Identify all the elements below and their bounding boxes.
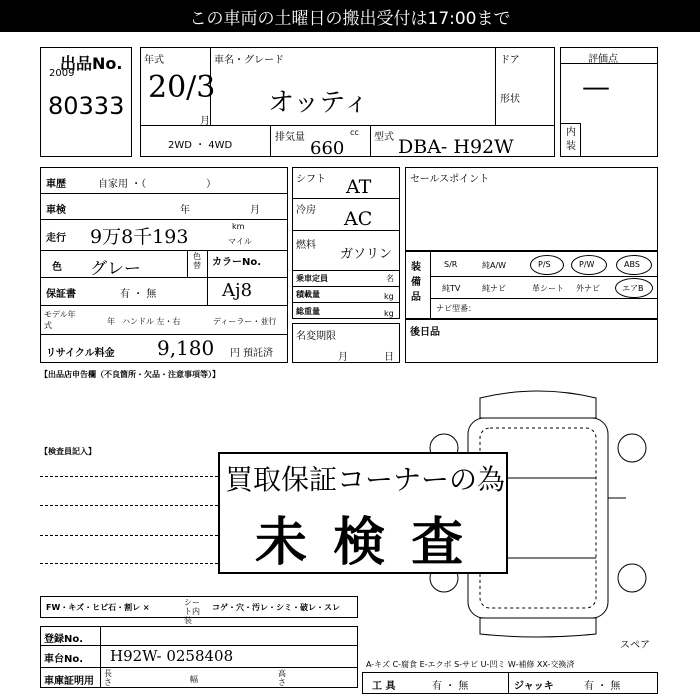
car-name-label: 車名・グレード	[214, 55, 284, 66]
name-change-label: 名変期限	[296, 331, 336, 342]
fw-label: FW・キズ・ヒビ石・割レ ×	[46, 603, 150, 612]
car-name-value: オッティ	[268, 88, 370, 118]
model-value: DBA- H92W	[398, 136, 514, 158]
name-change-month: 月	[338, 352, 348, 363]
inspection-label: 車検	[46, 205, 66, 216]
displacement-value: 660	[310, 138, 345, 159]
fuel-value: ガソリン	[340, 247, 393, 262]
ac-value: AC	[344, 208, 373, 230]
equip-navi: 純ナビ	[482, 284, 506, 293]
capacity-label: 乗車定員	[296, 274, 328, 283]
equipment-label: 装備品	[411, 262, 421, 303]
aftermarket-label: 後日品	[410, 327, 440, 338]
lot-year: 2009	[49, 68, 75, 79]
navi-model-label: ナビ型番：	[436, 304, 476, 313]
color-value: グレー	[90, 259, 141, 279]
cert-length: 長さ	[104, 669, 112, 687]
equip-airbag: エアB	[622, 284, 644, 293]
stamp-line1: 買取保証コーナーの為	[225, 463, 506, 496]
displacement-unit: cc	[350, 128, 359, 137]
handle-side: ハンドル 左・右	[122, 317, 181, 326]
gross-unit: kg	[384, 309, 394, 318]
recycle-label: リサイクル料金	[46, 348, 115, 359]
tools-label: 工 具	[372, 681, 396, 692]
abs-circled	[616, 255, 652, 275]
mileage-km: km	[232, 222, 245, 231]
stamp-line2: 未 検 査	[255, 513, 468, 573]
equip-ps: P/S	[538, 260, 551, 269]
displacement-label: 排気量	[275, 132, 305, 143]
load-label: 積載量	[296, 290, 320, 299]
recycle-unit: 円	[230, 348, 240, 359]
shift-label: シフト	[296, 174, 326, 185]
chassis-label: 車台No.	[44, 654, 84, 665]
recycle-deposit: 預託済	[243, 348, 273, 359]
equip-tv: 純TV	[442, 284, 461, 293]
equip-ext-navi: 外ナビ	[576, 284, 600, 293]
color-no-value: Aj8	[222, 280, 253, 301]
mileage-label: 走行	[46, 233, 66, 244]
history-label: 車歴	[46, 179, 66, 190]
dealer-type: ディーラー・並行	[213, 317, 277, 326]
certificate-label: 車庫証明用	[44, 676, 94, 687]
door-label: ドア	[500, 55, 520, 66]
color-label: 色	[52, 262, 62, 273]
year-unit: 月	[200, 116, 210, 127]
chassis-value: H92W- 0258408	[110, 647, 234, 665]
recycle-value: 9,180	[157, 336, 215, 360]
score-value: —	[582, 70, 610, 103]
equip-alloy: 純A/W	[482, 261, 507, 270]
jack-value: 有 ・ 無	[584, 681, 621, 692]
capacity-unit: 名	[386, 274, 394, 283]
history-value: 自家用 ・（ ）	[98, 179, 217, 190]
fuel-label: 燃料	[296, 240, 316, 251]
equip-sr: S/R	[444, 260, 458, 269]
pw-circled	[571, 255, 607, 275]
year-value: 20/3	[148, 70, 216, 105]
model-year-label: モデル年式	[44, 310, 76, 330]
inspection-year: 年	[180, 205, 190, 216]
year-label: 年式	[144, 55, 164, 66]
mileage-mile: マイル	[228, 237, 252, 246]
ps-circled	[530, 255, 564, 275]
color-change-label: 色替	[193, 252, 201, 270]
damage-code-legend: A-キズ C-腐食 E-エクボ S-サビ U-凹ミ W-補修 XX-交換済	[366, 660, 575, 669]
name-change-day: 日	[384, 352, 394, 363]
warranty-label: 保証書	[46, 289, 76, 300]
interior-label: 内装	[566, 127, 576, 152]
exhibitor-note-label: 【出品店申告欄（不良箇所・欠品・注意事項等）】	[40, 370, 220, 379]
score-label: 評価点	[588, 54, 618, 65]
ac-label: 冷房	[296, 205, 316, 216]
cert-height: 高さ	[278, 669, 286, 687]
equip-pw: P/W	[579, 260, 595, 269]
deadline-banner: この車両の土曜日の搬出受付は17:00まで	[0, 0, 700, 32]
model-label: 型式	[374, 132, 394, 143]
equip-leather: 革シート	[532, 284, 564, 293]
aftermarket-box	[405, 319, 658, 363]
equip-abs: ABS	[624, 260, 640, 269]
shift-value: AT	[346, 176, 372, 198]
color-no-label: カラーNo.	[212, 257, 262, 268]
jack-label: ジャッキ	[514, 681, 554, 692]
load-unit: kg	[384, 292, 394, 301]
cert-width: 幅	[190, 675, 198, 684]
inspection-month: 月	[250, 205, 260, 216]
shape-label: 形状	[500, 94, 520, 105]
tools-value: 有 ・ 無	[432, 681, 469, 692]
lot-number: 80333	[48, 92, 125, 120]
airbag-circled	[615, 278, 653, 298]
seat-label: シート内装	[184, 598, 200, 625]
spare-label: スペア	[620, 640, 650, 651]
registration-label: 登録No.	[44, 634, 84, 645]
mileage-value: 9万8千193	[90, 226, 189, 248]
inspector-note-label: 【検査員記入】	[40, 447, 96, 456]
model-year-unit: 年	[107, 317, 115, 326]
lot-label: 出品No.	[60, 54, 123, 73]
drive-type: 2WD ・ 4WD	[168, 140, 233, 151]
interior-damage-items: コゲ・穴・汚レ・シミ・破レ・スレ	[212, 603, 340, 612]
sales-point-label: セールスポイント	[410, 174, 490, 185]
gross-label: 総重量	[296, 307, 320, 316]
warranty-value: 有 ・ 無	[120, 289, 157, 300]
